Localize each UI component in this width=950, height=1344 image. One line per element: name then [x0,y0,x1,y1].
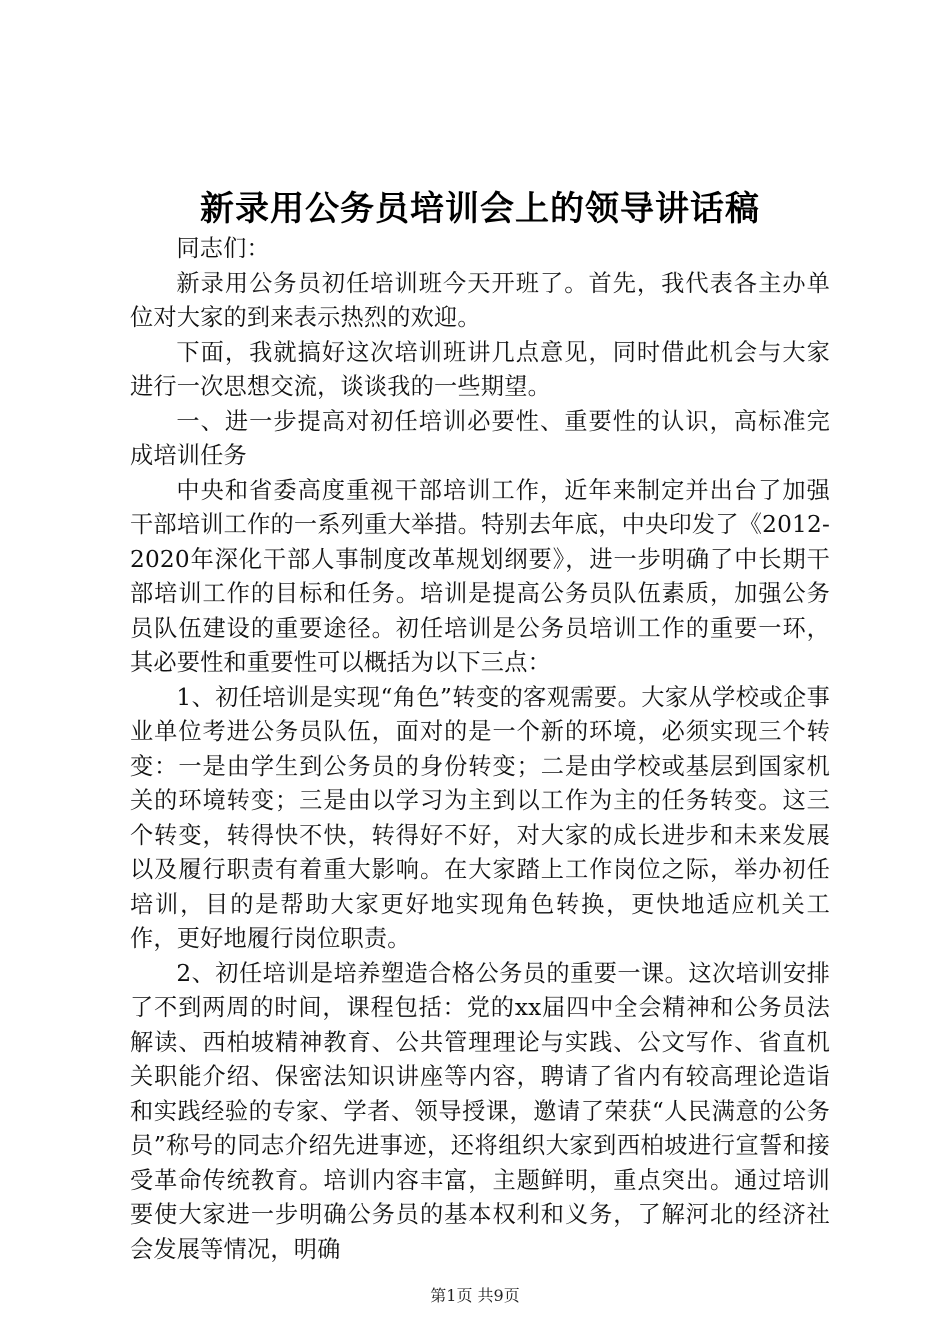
body-paragraph: 1、初任培训是实现“角色”转变的客观需要。大家从学校或企事业单位考进公务员队伍，面对的是一个新的环境，必须实现三个转变：一是由学生到公务员的身份转变；二是由学校或基层到国家机关的环境转变；三是由以学习为主到以工作为主的任务转变。这三个转变，转得快不快，转得好不好，对大家的成长进步和未来发展以及履行职责有着重大影响。在大家踏上工作岗位之际，举办初任培训，目的是帮助大家更好地实现角色转换，更快地适应机关工作，更好地履行岗位职责。 [130,683,830,952]
body-paragraph: 中央和省委高度重视干部培训工作，近年来制定并出台了加强干部培训工作的一系列重大举措。特别去年底，中央印发了《2012-2020年深化干部人事制度改革规划纲要》，进一步明确了中长期干部培训工作的目标和任务。培训是提高公务员队伍素质，加强公务员队伍建设的重要途径。初任培训是公务员培训工作的重要一环，其必要性和重要性可以概括为以下三点： [130,476,830,676]
document-title: 新录用公务员培训会上的领导讲话稿 [200,189,760,229]
salutation-paragraph: 同志们： [176,235,270,262]
section-heading: 一、进一步提高对初任培训必要性、重要性的认识，高标准完成培训任务 [130,407,830,469]
document-body [130,232,830,1267]
body-paragraph: 新录用公务员初任培训班今天开班了。首先，我代表各主办单位对大家的到来表示热烈的欢迎。 [130,269,830,331]
body-paragraph: 2、初任培训是培养塑造合格公务员的重要一课。这次培训安排了不到两周的时间，课程包括：党的xx届四中全会精神和公务员法解读、西柏坡精神教育、公共管理理论与实践、公文写作、省直机关职能介绍、保密法知识讲座等内容，聘请了省内有较高理论造诣和实践经验的专家、学者、领导授课，邀请了荣获“人民满意的公务员”称号的同志介绍先进事迹，还将组织大家到西柏坡进行宣誓和接受革命传统教育。培训内容丰富，主题鲜明，重点突出。通过培训要使大家进一步明确公务员的基本权利和义务，了解河北的经济社会发展等情况，明确 [130,959,830,1263]
page-footer: 第1页 共9页 [430,1286,520,1305]
body-paragraph: 下面，我就搞好这次培训班讲几点意见，同时借此机会与大家进行一次思想交流，谈谈我的一些期望。 [130,338,830,400]
